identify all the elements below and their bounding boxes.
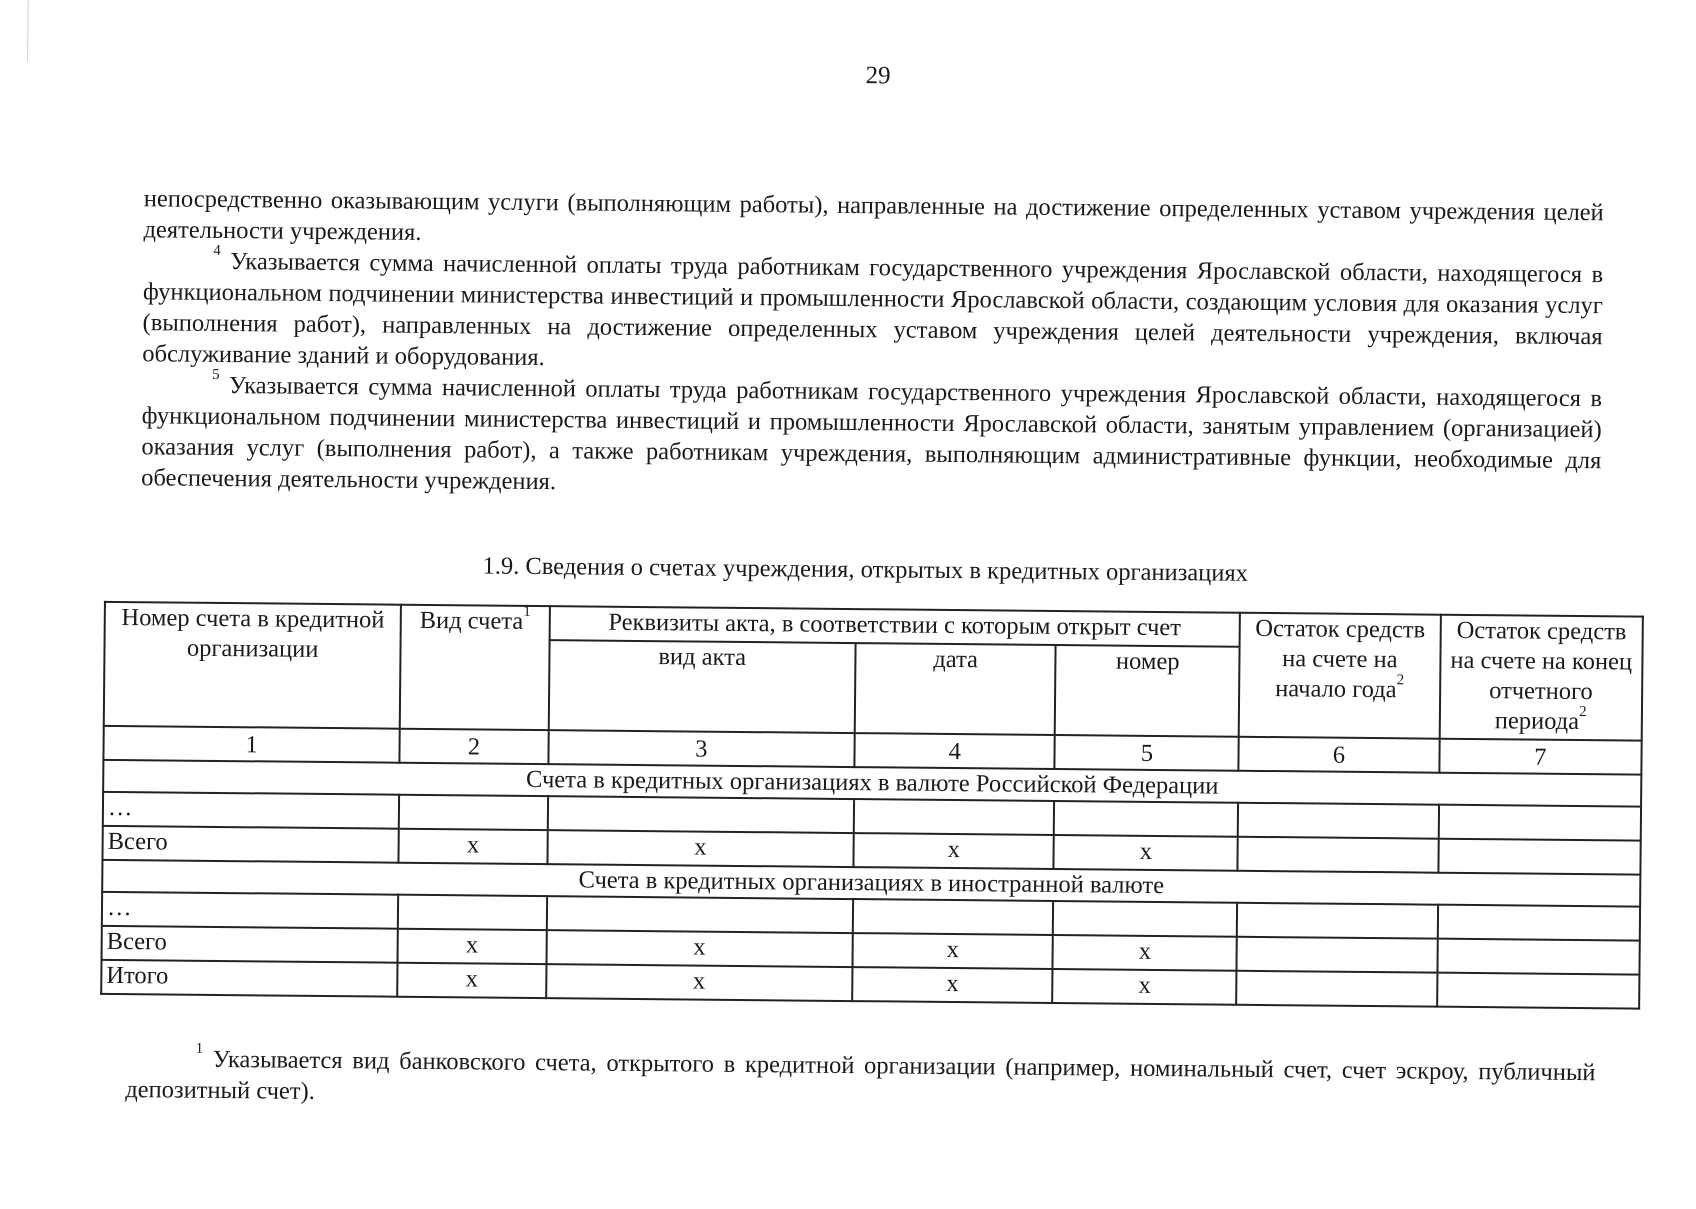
table-cell: х [1053,969,1237,1005]
table-cell [1236,971,1437,1007]
table-cell [1053,901,1237,937]
table-cell [1437,905,1640,941]
table-cell [547,796,854,833]
table-cell: х [1053,935,1237,971]
footnote-1 [125,1040,1596,1119]
table-cell: х [546,964,853,1001]
table-cell: х [399,829,547,864]
paragraph-continuation: непосредственно оказывающим услуги (выполняющим работы), направленные на достижение определенных уставом учреждения целей деятельности учреждения. [143,185,1604,246]
table-cell [398,895,546,930]
table-cell: х [853,933,1054,969]
column-number: 4 [854,733,1055,769]
table-cell [399,795,547,830]
header-act-number: номер [1055,645,1240,737]
footnote-4-text: Указывается сумма начисленной оплаты труда работникам государственного учреждения Ярославской области, находящегося в функциональном подчинении министерства инвестиций и промышленности Ярославской области, создающим условия для оказания услуг (выполнения работ), направленных на достижение определенных уставом учреждения целей деятельности учреждения, включая обслуживание зданий и оборудования. [142,247,1604,372]
table-cell: х [547,830,854,867]
table-cell: … [102,892,399,929]
header-balance-start-sup: 2 [1396,672,1405,689]
table-cell [546,896,853,933]
header-account-type [400,605,549,730]
column-number: 1 [103,726,400,763]
header-account-type-label: Вид счета [419,606,524,635]
footnote-marker-5: 5 [212,366,220,383]
table-cell: х [854,833,1055,869]
paragraph-footnote-4 [142,242,1604,383]
header-balance-end-sup: 2 [1579,704,1587,721]
column-number: 7 [1439,739,1642,775]
table-cell: Всего [102,926,399,963]
header-act-details: Реквизиты акта, в соответствии с которым открыт счет [549,606,1240,647]
column-number: 3 [548,730,855,767]
header-balance-end-label: Остаток средств на счете на конец отчетного периода [1450,616,1633,736]
body-text [141,183,1604,507]
header-act-date: дата [855,643,1056,735]
table-cell [1054,801,1238,837]
table-cell: … [103,792,400,829]
paragraph-footnote-5 [141,366,1603,507]
table-cell [1438,839,1641,875]
header-act-type: вид акта [548,640,855,733]
section-heading-foreign: Счета в кредитных организациях в иностранной валюте [102,860,1640,907]
section-heading-rub: Счета в кредитных организациях в валюте Российской Федерации [103,760,1641,807]
column-number: 6 [1239,737,1440,773]
header-account-number: Номер счета в кредитной организации [104,602,402,729]
footnote-marker-4: 4 [213,242,221,259]
column-number: 2 [400,729,548,764]
table-cell: х [398,929,546,964]
table-cell [1438,805,1641,841]
table-cell [1437,973,1640,1009]
table-cell [854,799,1055,835]
table-cell: х [546,930,853,967]
column-number: 5 [1055,735,1239,771]
table-cell: х [1054,835,1238,871]
table-cell: х [852,967,1053,1003]
table-cell: Итого [101,960,398,997]
table-cell [1238,803,1439,839]
footnote-1-text: Указывается вид банковского счета, открытого в кредитной организации (например, номинальный счет, счет эскроу, публичный депозитный счет). [125,1045,1596,1105]
header-balance-start-label: Остаток средств на счете на начало года [1255,614,1426,704]
table-cell: Всего [102,826,399,863]
table-cell [1237,937,1438,973]
table-cell [1437,939,1640,975]
table-cell: х [398,963,546,998]
table-cell [1238,837,1439,873]
page-number: 29 [865,62,891,90]
header-balance-end [1439,615,1643,741]
table-cell [1237,903,1438,939]
footnote-marker-1: 1 [195,1040,204,1057]
scan-edge-line [27,0,29,62]
table-cell [853,899,1054,935]
header-balance-start [1239,613,1440,739]
header-account-type-sup: 1 [523,603,531,620]
footnote-5-text: Указывается сумма начисленной оплаты труда работникам государственного учреждения Ярославской области, находящегося в функциональном подчинении министерства инвестиций и промышленности Ярославской области, занятым управлением (организацией) оказания услуг (выполнения работ), а также работникам учреждения, выполняющим административные функции, необходимые для обеспечения деятельности учреждения. [141,371,1603,496]
accounts-table [100,601,1644,1010]
section-title: 1.9. Сведения о счетах учреждения, открытых в кредитных организациях [482,552,1249,587]
